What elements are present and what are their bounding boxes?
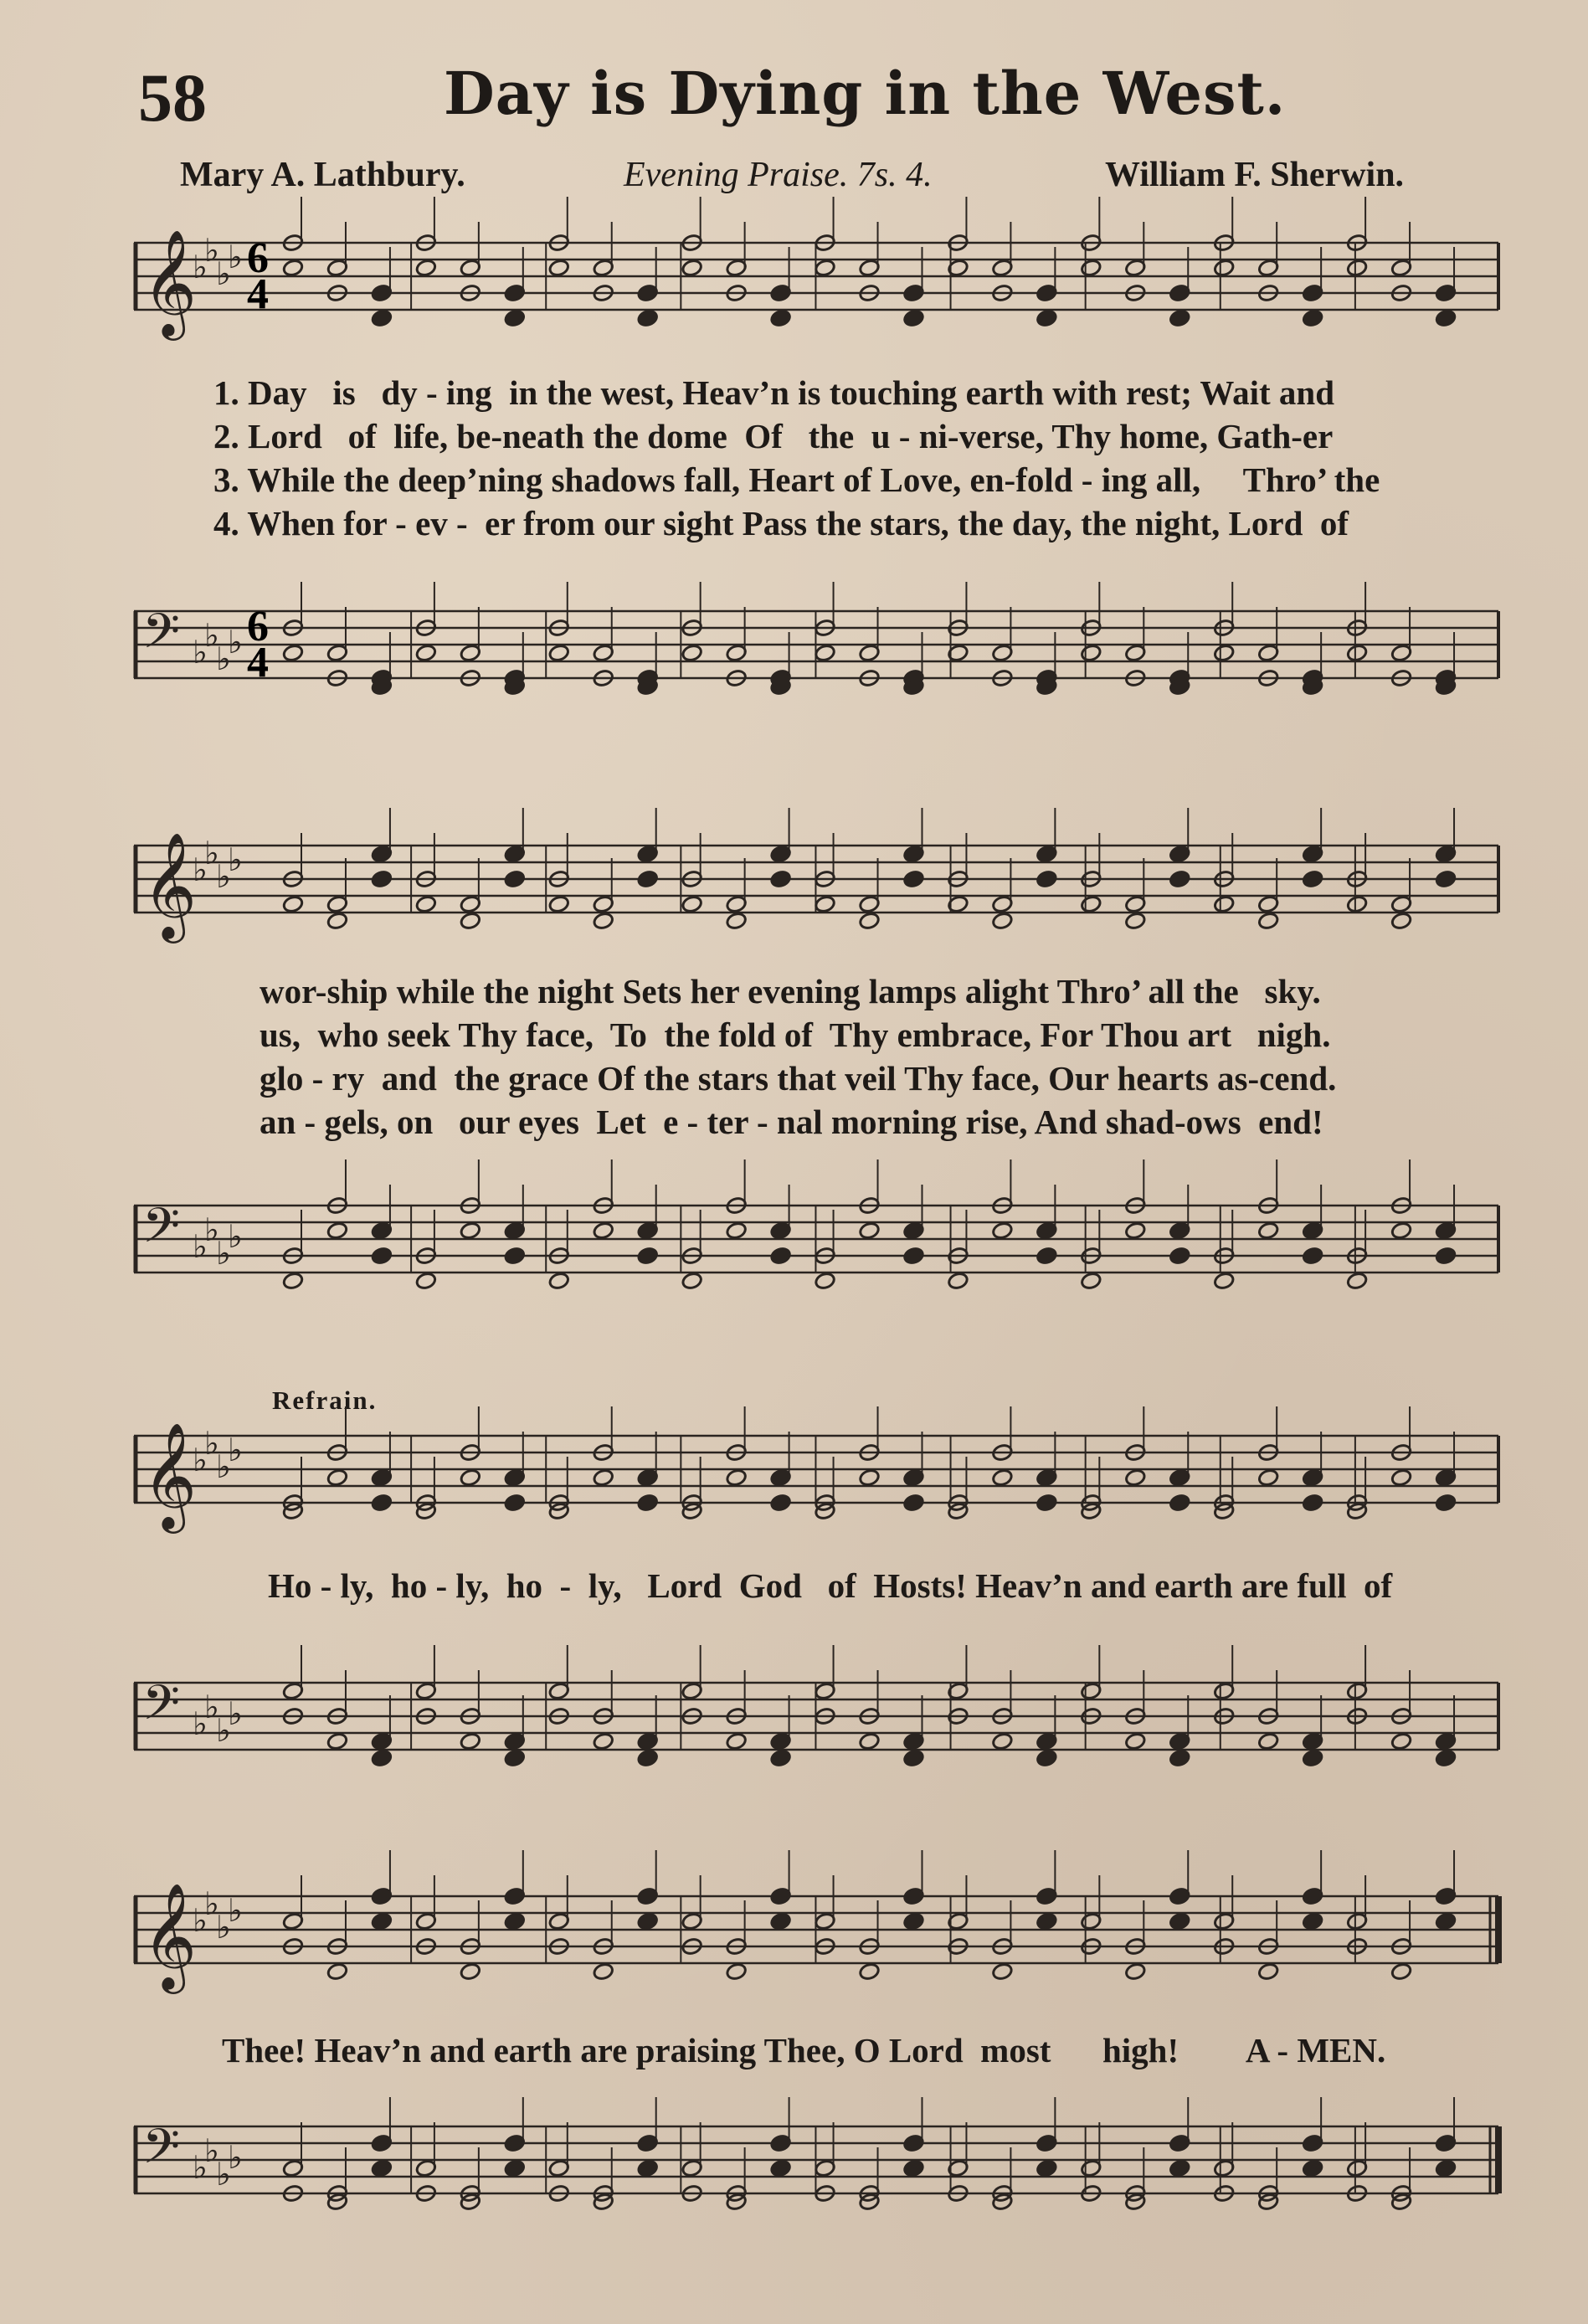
svg-text:♭: ♭ [193,851,208,888]
svg-text:𝄢: 𝄢 [142,1197,181,1266]
verse2-line-3: glo - ry and the grace Of the stars that veil Thy face, Our hearts as-cend. [260,1059,1337,1098]
svg-text:𝄞: 𝄞 [142,1882,198,1989]
svg-text:♭: ♭ [228,2139,243,2176]
bass-time-sig-top: 6 [247,603,269,650]
bass-staff-2 [134,1189,1524,1298]
svg-text:♭: ♭ [228,239,243,275]
svg-text:♭: ♭ [193,2149,208,2186]
verse2-line-2: us, who seek Thy face, To the fold of Thy embrace, For Thou art nigh. [260,1015,1331,1054]
svg-text:♭: ♭ [204,1425,219,1462]
refrain-line-2: Thee! Heav’n and earth are praising Thee, O Lord most high! A - MEN. [222,2031,1386,2069]
time-sig-top: 6 [247,234,269,282]
svg-text:𝄞: 𝄞 [142,1422,198,1529]
svg-text:𝄞: 𝄞 [142,229,198,336]
svg-text:♭: ♭ [216,1235,231,1272]
tune-meter: Evening Praise. 7s. 4. [624,156,933,194]
bass-time-sig-bottom: 4 [247,639,269,686]
svg-text:♭: ♭ [193,1902,208,1939]
composer-credit: William F. Sherwin. [1105,156,1405,194]
svg-text:𝄢: 𝄢 [142,603,181,671]
svg-text:♭: ♭ [228,1695,243,1732]
verse-line-2: 2. Lord of life, be-neath the dome Of the u - ni-verse, Thy home, Gath-er [213,417,1334,455]
svg-text:♭: ♭ [204,835,219,872]
svg-text:♭: ♭ [193,634,208,671]
svg-text:𝄞: 𝄞 [142,831,198,938]
svg-text:♭: ♭ [216,1448,231,1485]
svg-text:♭: ♭ [228,1218,243,1255]
svg-text:♭: ♭ [216,858,231,895]
svg-text:♭: ♭ [193,249,208,285]
hymn-number: 58 [138,59,207,136]
svg-text:♭: ♭ [193,1705,208,1742]
verse2-line-4: an - gels, on our eyes Let e - ter - nal morning rise, And shad-ows end! [260,1103,1323,1141]
verse-line-4: 4. When for - ev - er from our sight Pass the stars, the day, the night, Lord of [213,504,1349,542]
refrain-label: Refrain. [272,1386,378,1415]
refrain-line-1: Ho - ly, ho - ly, ho - ly, Lord God of Hosts! Heav’n and earth are full of [268,1566,1393,1605]
author-credit: Mary A. Lathbury. [180,156,465,194]
bass-staff-1 [134,594,1524,703]
svg-text:♭: ♭ [204,1211,219,1248]
hymn-title: Day is Dying in the West. [444,59,1287,128]
svg-text:♭: ♭ [216,1909,231,1946]
svg-text:♭: ♭ [193,1228,208,1265]
svg-text:♭: ♭ [204,2132,219,2169]
bass-staff-3 [134,1666,1524,1775]
svg-text:♭: ♭ [228,624,243,661]
treble-staff-3 [134,1419,1524,1528]
svg-text:♭: ♭ [216,2156,231,2193]
svg-text:♭: ♭ [228,841,243,878]
treble-staff-1 [134,226,1524,335]
svg-text:♭: ♭ [216,640,231,677]
svg-text:♭: ♭ [204,232,219,269]
verse-line-3: 3. While the deep’ning shadows fall, Heart of Love, en-fold - ing all, Thro’ the [213,460,1380,499]
bass-staff-4 [134,2110,1524,2219]
svg-text:♭: ♭ [216,1712,231,1749]
svg-text:♭: ♭ [193,1442,208,1478]
svg-text:♭: ♭ [228,1432,243,1468]
svg-text:♭: ♭ [204,1689,219,1725]
time-sig-bottom: 4 [247,270,269,318]
svg-text:𝄢: 𝄢 [142,2118,181,2187]
svg-text:♭: ♭ [216,255,231,292]
svg-text:𝄢: 𝄢 [142,1674,181,1743]
treble-staff-2 [134,829,1524,938]
svg-text:♭: ♭ [228,1892,243,1929]
svg-text:♭: ♭ [204,617,219,654]
verse-line-1: 1. Day is dy - ing in the west, Heav’n is touching earth with rest; Wait and [213,373,1335,412]
svg-text:♭: ♭ [204,1885,219,1922]
verse2-line-1: wor-ship while the night Sets her evening lamps alight Thro’ all the sky. [260,972,1321,1010]
treble-staff-4 [134,1879,1524,1988]
